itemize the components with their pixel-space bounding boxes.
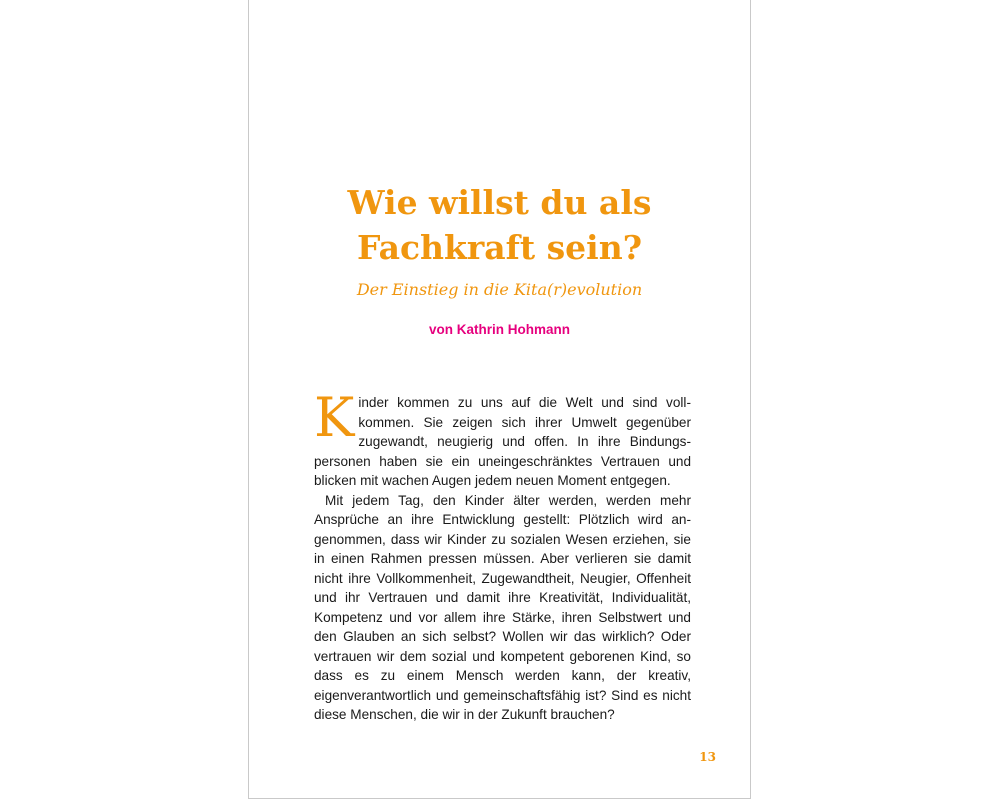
chapter-title bbox=[249, 180, 750, 270]
author-byline: von Kathrin Hohmann bbox=[429, 322, 570, 337]
paragraph-2: Mit jedem Tag, den Kinder älter werden, werden mehr Ansprüche an ihre Entwicklung gestellt: Plötzlich wird angenommen, dass wir Kinder zu sozialen Wesen erziehen, sie in einen Rahmen pressen müssen. Aber verlieren sie damit nicht ihre Vollkommenheit, Zugewandtheit, Neugier, Offenheit und ihr Vertrauen und damit ihre Kreativität, Individualität, Kompetenz und vor allem ihre Stärke, ihren Selbstwert und den Glauben an sich selbst? Wollen wir das wirklich? Oder vertrauen wir dem sozial und kompetent geborenen Kind, so dass es zu einem Mensch werden kann, der kreativ, eigenverantwortlich und gemeinschaftsfähig ist? Sind es nicht diese Menschen, die wir in der Zukunft brauchen? bbox=[314, 492, 691, 722]
drop-cap: K bbox=[314, 386, 355, 449]
page-number: 13 bbox=[699, 750, 716, 764]
chapter-subtitle: Der Einstieg in die Kita(r)evolution bbox=[356, 280, 643, 299]
chapter-title-line-2: Fachkraft sein? bbox=[356, 228, 643, 267]
paragraph-1-text: inder kommen zu uns auf die Welt und sind vollkommen. Sie zeigen sich ihrer Umwelt gegenüber zugewandt, neugierig und offen. In ihre Bindungspersonen haben sie ein uneingeschränktes Vertrauen und blicken mit wachen Augen jedem neuen Moment entgegen. bbox=[314, 395, 691, 488]
chapter-title-line-1: Wie willst du als bbox=[347, 183, 652, 222]
body-text bbox=[314, 386, 691, 725]
paragraph-1 bbox=[314, 386, 691, 491]
book-page bbox=[248, 0, 751, 799]
